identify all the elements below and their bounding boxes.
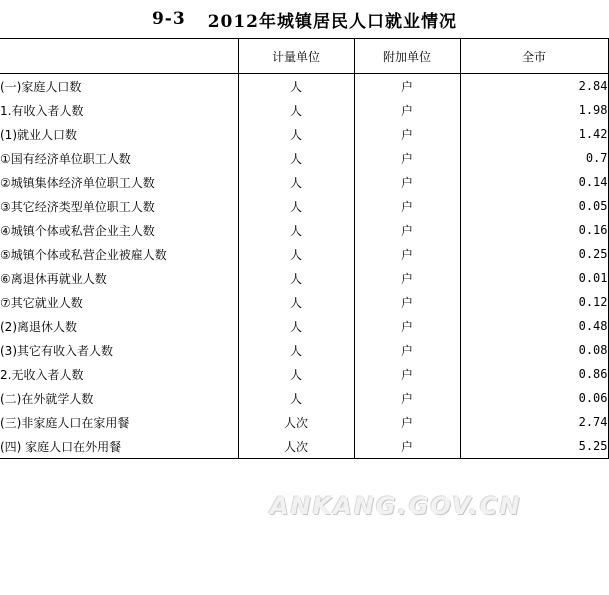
table-row bbox=[0, 338, 608, 362]
table-row bbox=[0, 98, 608, 122]
row-value: 1.98 bbox=[460, 98, 608, 122]
row-label: (三)非家庭人口在家用餐 bbox=[0, 415, 130, 430]
table-row bbox=[0, 362, 608, 386]
row-label: ①国有经济单位职工人数 bbox=[0, 151, 131, 166]
row-label: ⑥离退休再就业人数 bbox=[0, 271, 107, 286]
row-extra-unit: 户 bbox=[354, 434, 460, 459]
row-value: 0.14 bbox=[460, 170, 608, 194]
row-label: (2)离退休人数 bbox=[0, 319, 77, 334]
table-row bbox=[0, 146, 608, 170]
row-value: 2.84 bbox=[460, 74, 608, 99]
statistics-table bbox=[0, 38, 609, 459]
row-extra-unit: 户 bbox=[354, 338, 460, 362]
row-label: (1)就业人口数 bbox=[0, 127, 77, 142]
row-value: 5.25 bbox=[460, 434, 608, 459]
row-unit: 人次 bbox=[238, 434, 354, 459]
row-label: ⑦其它就业人数 bbox=[0, 295, 83, 310]
row-unit: 人 bbox=[238, 218, 354, 242]
row-unit: 人 bbox=[238, 146, 354, 170]
row-unit: 人 bbox=[238, 314, 354, 338]
row-value: 0.25 bbox=[460, 242, 608, 266]
table-row bbox=[0, 122, 608, 146]
row-extra-unit: 户 bbox=[354, 290, 460, 314]
table-row bbox=[0, 266, 608, 290]
row-unit: 人 bbox=[238, 362, 354, 386]
table-row bbox=[0, 290, 608, 314]
row-value: 2.74 bbox=[460, 410, 608, 434]
header-row bbox=[0, 39, 608, 74]
table-number: 9-3 bbox=[151, 9, 186, 29]
row-extra-unit: 户 bbox=[354, 314, 460, 338]
row-label: 2.无收入者人数 bbox=[0, 367, 84, 382]
row-extra-unit: 户 bbox=[354, 74, 460, 99]
row-value: 0.05 bbox=[460, 194, 608, 218]
row-unit: 人次 bbox=[238, 410, 354, 434]
row-unit: 人 bbox=[238, 194, 354, 218]
header-city: 全市 bbox=[460, 39, 608, 74]
row-unit: 人 bbox=[238, 170, 354, 194]
row-value: 0.7 bbox=[460, 146, 608, 170]
row-unit: 人 bbox=[238, 266, 354, 290]
row-label: (二)在外就学人数 bbox=[0, 391, 94, 406]
row-value: 0.86 bbox=[460, 362, 608, 386]
row-value: 0.01 bbox=[460, 266, 608, 290]
row-label: ②城镇集体经济单位职工人数 bbox=[0, 175, 155, 190]
row-label: ④城镇个体或私营企业主人数 bbox=[0, 223, 155, 238]
row-value: 0.06 bbox=[460, 386, 608, 410]
header-unit: 计量单位 bbox=[238, 39, 354, 74]
row-label: 1.有收入者人数 bbox=[0, 103, 84, 118]
row-extra-unit: 户 bbox=[354, 410, 460, 434]
table-row bbox=[0, 410, 608, 434]
row-value: 0.08 bbox=[460, 338, 608, 362]
row-value: 0.12 bbox=[460, 290, 608, 314]
table-row bbox=[0, 314, 608, 338]
row-value: 0.16 bbox=[460, 218, 608, 242]
row-extra-unit: 户 bbox=[354, 122, 460, 146]
row-unit: 人 bbox=[238, 122, 354, 146]
row-extra-unit: 户 bbox=[354, 146, 460, 170]
row-unit: 人 bbox=[238, 242, 354, 266]
row-extra-unit: 户 bbox=[354, 242, 460, 266]
row-unit: 人 bbox=[238, 98, 354, 122]
row-extra-unit: 户 bbox=[354, 218, 460, 242]
table-row bbox=[0, 74, 608, 99]
table-row bbox=[0, 194, 608, 218]
row-extra-unit: 户 bbox=[354, 98, 460, 122]
row-label: ⑤城镇个体或私营企业被雇人数 bbox=[0, 247, 167, 262]
row-extra-unit: 户 bbox=[354, 170, 460, 194]
row-value: 1.42 bbox=[460, 122, 608, 146]
row-extra-unit: 户 bbox=[354, 266, 460, 290]
row-unit: 人 bbox=[238, 74, 354, 99]
table-row bbox=[0, 170, 608, 194]
row-unit: 人 bbox=[238, 338, 354, 362]
row-label: ③其它经济类型单位职工人数 bbox=[0, 199, 155, 214]
row-value: 0.48 bbox=[460, 314, 608, 338]
header-extra-unit: 附加单位 bbox=[354, 39, 460, 74]
row-label: (一)家庭人口数 bbox=[0, 79, 82, 94]
row-label: (3)其它有收入者人数 bbox=[0, 343, 113, 358]
row-extra-unit: 户 bbox=[354, 386, 460, 410]
header-item bbox=[0, 39, 238, 74]
row-label: (四) 家庭人口在外用餐 bbox=[0, 434, 238, 459]
row-extra-unit: 户 bbox=[354, 362, 460, 386]
watermark: ANKANG.GOV.CN bbox=[270, 492, 522, 520]
row-extra-unit: 户 bbox=[354, 194, 460, 218]
table-row bbox=[0, 434, 608, 459]
row-unit: 人 bbox=[238, 290, 354, 314]
table-title bbox=[0, 0, 609, 38]
table-row bbox=[0, 218, 608, 242]
row-unit: 人 bbox=[238, 386, 354, 410]
table-row bbox=[0, 386, 608, 410]
table-row bbox=[0, 242, 608, 266]
table-title-text: 2012年城镇居民人口就业情况 bbox=[207, 11, 458, 32]
